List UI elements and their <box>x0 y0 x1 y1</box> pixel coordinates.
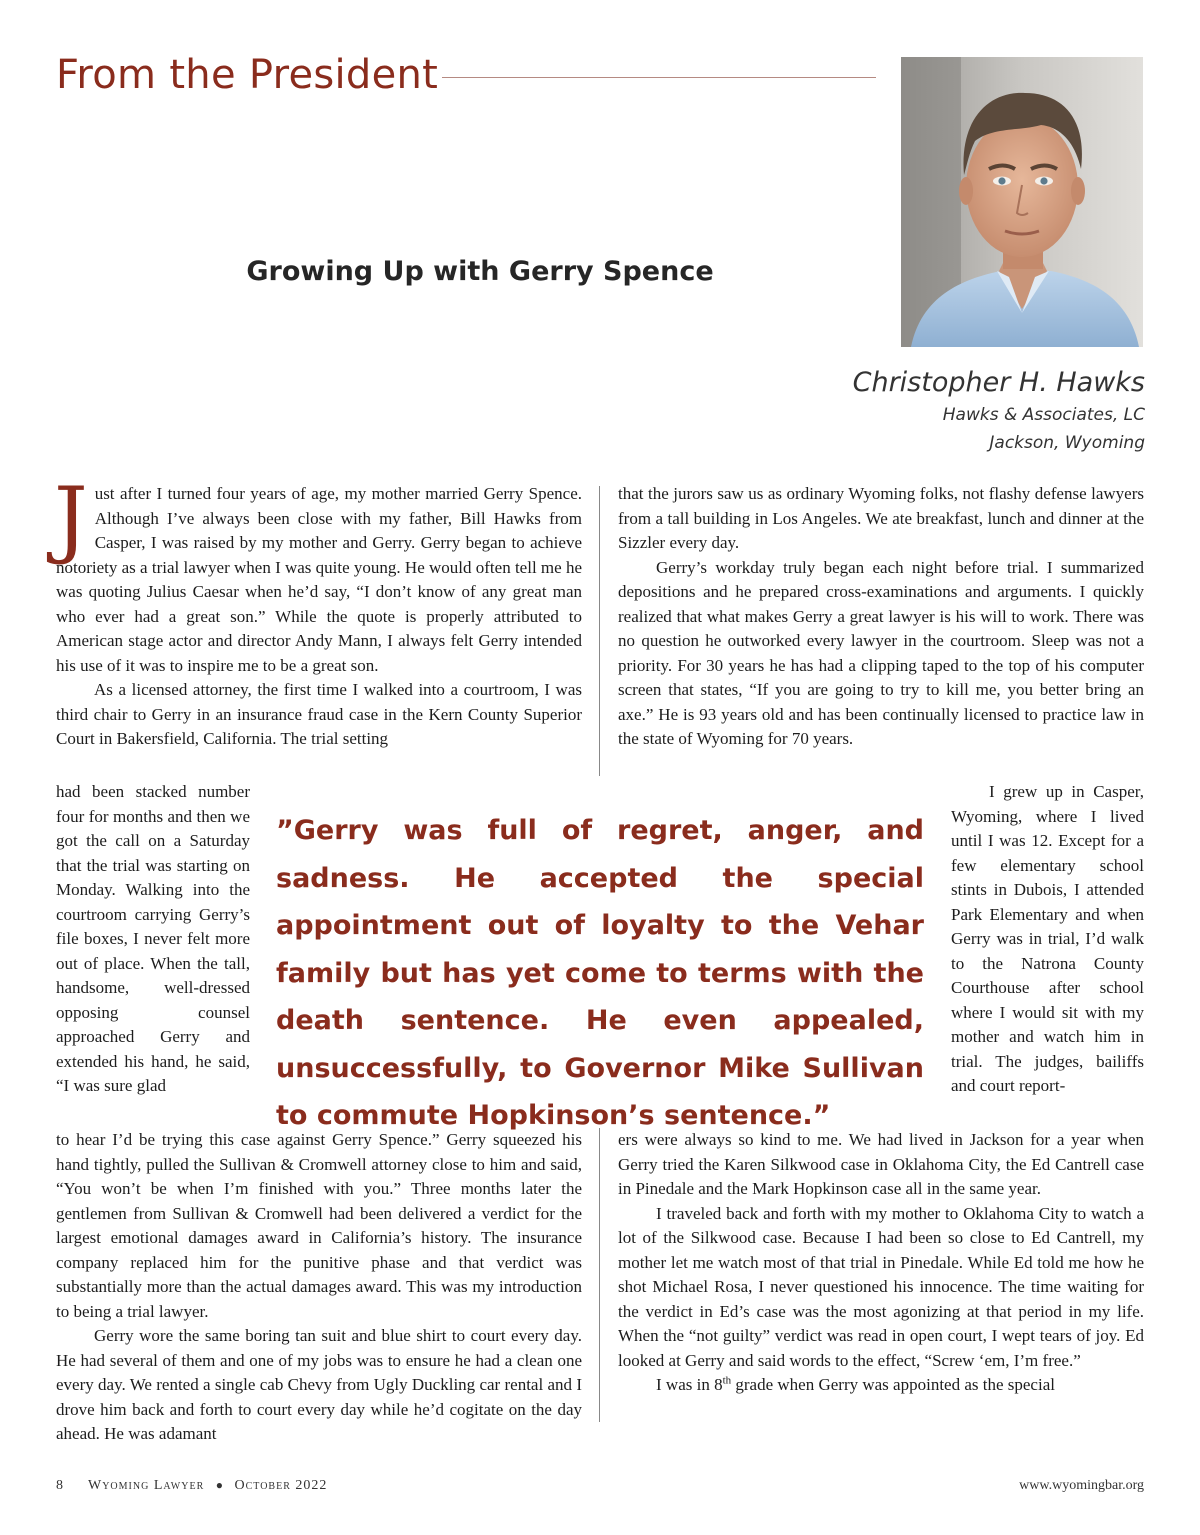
drop-cap: J <box>54 469 88 567</box>
paragraph-6a: I grew up in Casper, Wyoming, where I lived until I was 12. Except for a few elementary school stints in Dubois, I attended Park Elementary and when Gerry was in trial, I’d walk to the Natrona County Courthouse after school where I would sit with my mother and watch him in trial. The judges, bailiffs and court report- <box>951 782 1144 1095</box>
paragraph-4: that the jurors saw us as ordinary Wyoming folks, not flashy defense lawyers from a tall building in Los Angeles. We ate breakfast, lunch and dinner at the Sizzler every day. <box>618 484 1144 552</box>
author-firm: Hawks & Associates, LC <box>942 405 1145 425</box>
publication-name: Wyoming Lawyer <box>88 1478 205 1493</box>
paragraph-7: I traveled back and forth with my mother to Oklahoma City to watch a lot of the Silkwood case. Because I had been so close to Ed Cantrell, my mother let me watch most of that trial in Pinedale. While Ed told me how he shot Michael Rosa, I never questioned his innocence. The time waiting for the verdict in Ed’s case was the most agonizing at that period in my life. When the “not guilty” verdict was read in open court, I wept tears of joy. Ed looked at Gerry and said words to the effect, “Screw ‘em, I’m free.” <box>618 1203 1144 1370</box>
paragraph-5: Gerry’s workday truly began each night before trial. I summarized depositions and he prepared cross-examinations and arguments. I quickly realized that what makes Gerry a great lawyer is his will to work. There was no question he outworked every lawyer in the courtroom. Sleep was not a priority. For 30 years he has had a clipping taped to the top of his computer screen that states, “If you are going to try to kill me, you better bring an axe.” He is 93 years old and has been continually licensed to practice law in the state of Wyoming for 70 years. <box>618 557 1144 748</box>
left-column-top <box>54 469 582 752</box>
paragraph-3: Gerry wore the same boring tan suit and blue shirt to court every day. He had several of them and one of my jobs was to ensure he had a clean one every day. We rented a single cab Chevy from Ugly Duckling car rental and I drove him back and forth to court every day while he’d cogitate on the day ahead. He was adamant <box>56 1326 582 1443</box>
title-rule <box>442 77 876 78</box>
paragraph-8: I was in 8th grade when Gerry was appointed as the special <box>656 1374 1055 1394</box>
article-title: Growing Up with Gerry Spence <box>246 256 714 287</box>
section-title: From the President <box>56 52 439 98</box>
issue-date: October 2022 <box>234 1478 328 1493</box>
left-narrow-column <box>56 780 250 1099</box>
left-column-bottom <box>56 1128 582 1447</box>
column-divider-bottom <box>599 1128 600 1422</box>
author-name: Christopher H. Hawks <box>852 367 1145 398</box>
footer-bullet: ● <box>215 1478 223 1492</box>
column-divider-top <box>599 486 600 776</box>
author-location: Jackson, Wyoming <box>989 433 1145 453</box>
website-link[interactable]: www.wyomingbar.org <box>1019 1478 1144 1493</box>
page-number: 8 <box>56 1478 63 1493</box>
portrait-image <box>901 57 1143 347</box>
paragraph-1: Just after I turned four years of age, my mother married Gerry Spence. Although I’ve always been close with my father, Bill Hawks from Casper, I was raised by my mother and Gerry. Gerry began to achieve notoriety as a trial lawyer when I was quite young. He would often tell me he was quoting Julius Caesar when he’d say, “I don’t know of any great man who ever had a great son.” While the quote is properly attributed to American stage actor and director Andy Mann, I always felt Gerry intended his use of it was to inspire me to be a great son. <box>54 469 582 675</box>
right-column-bottom <box>618 1128 1144 1398</box>
author-block <box>853 365 1145 457</box>
footer-left <box>56 1478 327 1494</box>
paragraph-2a: As a licensed attorney, the first time I walked into a courtroom, I was third chair to Gerry in an insurance fraud case in the Kern County Superior Court in Bakersfield, California. The trial setting <box>56 680 582 748</box>
paragraph-6b: ers were always so kind to me. We had lived in Jackson for a year when Gerry tried the Karen Silkwood case in Oklahoma City, the Ed Cantrell case in Pinedale and the Mark Hopkinson case all in the same year. <box>618 1130 1144 1198</box>
right-column-top <box>618 482 1144 752</box>
author-portrait <box>901 57 1143 347</box>
paragraph-2c: to hear I’d be trying this case against Gerry Spence.” Gerry squeezed his hand tightly, pulled the Sullivan & Cromwell attorney close to him and said, “You won’t be when I’m finished with you.” Three months later the gentlemen from Sullivan & Cromwell had been delivered a verdict for the largest emotional damages award in California’s history. The insurance company replaced him for the punitive phase and that verdict was substantially more than the actual damages award. This was my introduction to being a trial lawyer. <box>56 1130 582 1321</box>
pull-quote: ”Gerry was full of regret, anger, and sadness. He accepted the special appointment out of loyalty to the Vehar family but has yet come to terms with the death sentence. He even appealed, unsuccessfully, to Governor Mike Sullivan to commute Hopkinson’s sentence.” <box>276 815 924 1131</box>
right-narrow-column <box>951 780 1144 1099</box>
paragraph-2b: had been stacked number four for months and then we got the call on a Saturday that the trial was starting on Monday. Walking into the courtroom carrying Gerry’s file boxes, I never felt more out of place. When the tall, handsome, well-dressed opposing counsel approached Gerry and extended his hand, he said, “I was sure glad <box>56 782 250 1095</box>
